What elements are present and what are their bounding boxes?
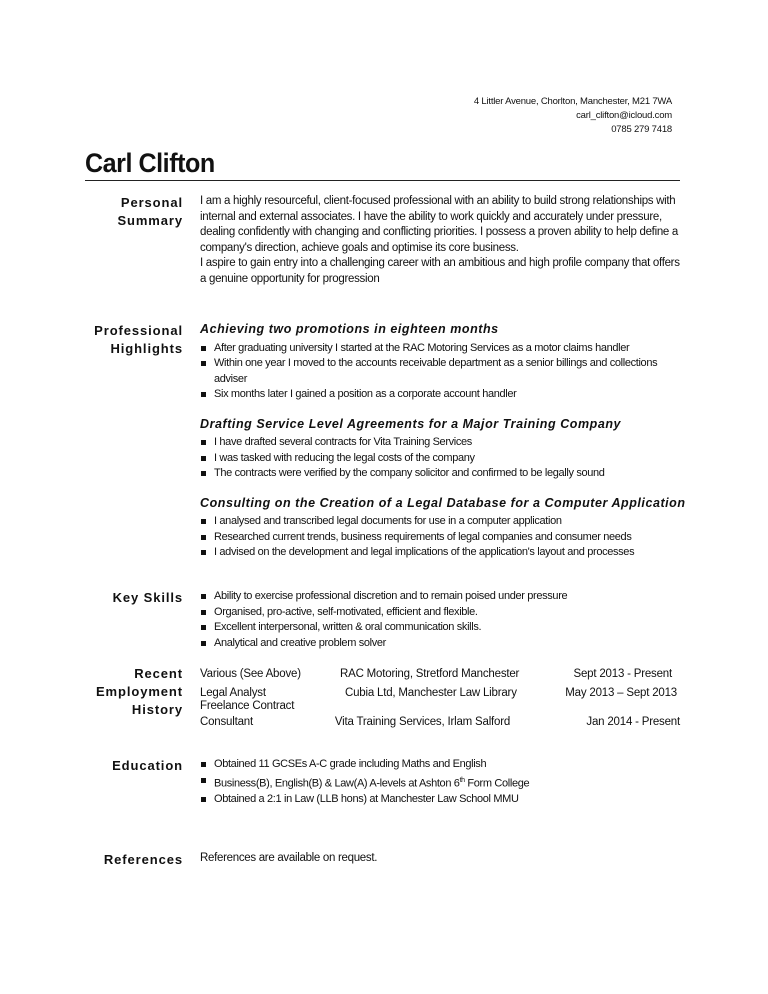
label-line: Education (112, 758, 183, 773)
education-list (200, 757, 680, 807)
education-label (85, 757, 183, 775)
list-item: Ability to exercise professional discretion and to remain poised under pressure (200, 589, 680, 605)
highlight-heading: Consulting on the Creation of a Legal Database for a Computer Application (200, 495, 686, 510)
label-line: Employment (95, 684, 183, 699)
job-role: Various (See Above) (200, 668, 301, 680)
job-dates: May 2013 – Sept 2013 (565, 687, 677, 699)
education-text: Form College (464, 777, 530, 790)
list-item: Excellent interpersonal, written & oral communication skills. (200, 620, 680, 636)
list-item: Analytical and creative problem solver (200, 636, 680, 652)
highlight-block (200, 417, 680, 482)
list-item: I analysed and transcribed legal documents for use in a computer application (200, 514, 680, 530)
label-line: References (103, 852, 183, 867)
job-dates: Jan 2014 - Present (586, 715, 680, 728)
highlight-block (200, 495, 686, 561)
job-role: Legal Analyst (200, 687, 266, 699)
list-item: The contracts were verified by the company solicitor and confirmed to be legally sound (200, 466, 680, 482)
employment-label (85, 665, 183, 719)
highlight-list (200, 514, 680, 561)
label-line: Summary (117, 213, 183, 228)
list-item (200, 773, 680, 792)
label-line: History (131, 702, 183, 717)
label-line: Professional (94, 323, 183, 338)
employment-row (200, 699, 680, 730)
label-line: Highlights (110, 341, 183, 356)
job-dates: Sept 2013 - Present (573, 668, 672, 680)
contact-details (474, 95, 672, 137)
references-content (200, 851, 680, 867)
label-line: Recent (134, 666, 183, 681)
skills-list (200, 589, 680, 651)
education-text: Business(B), English(B) & Law(A) A-levels at Ashton 6 (214, 777, 460, 790)
candidate-name: Carl Clifton (85, 148, 215, 178)
header-divider (85, 180, 680, 181)
job-company: Cubia Ltd, Manchester Law Library (345, 687, 517, 699)
list-item: Obtained 11 GCSEs A-C grade including Maths and English (200, 757, 680, 773)
highlight-block (200, 322, 680, 403)
personal-summary-label (85, 194, 183, 230)
references-text: References are available on request. (200, 852, 378, 864)
employment-row (200, 665, 680, 684)
list-item: Six months later I gained a position as a corporate account handler (200, 387, 680, 403)
list-item: Researched current trends, business requirements of legal companies and consumer needs (200, 530, 680, 546)
job-company: RAC Motoring, Stretford Manchester (340, 668, 520, 680)
address: 4 Littler Avenue, Chorlton, Manchester, M21 7WA (473, 96, 672, 107)
job-company: Vita Training Services, Irlam Salford (334, 715, 511, 728)
summary-paragraph: I aspire to gain entry into a challenging career with an ambitious and high profile company that offers a genuine opportunity for progression (200, 257, 680, 285)
education-content (200, 757, 680, 807)
list-item: I was tasked with reducing the legal costs of the company (200, 451, 680, 467)
professional-highlights-label (85, 322, 183, 358)
list-item: After graduating university I started at the RAC Motoring Services as a motor claims handler (200, 341, 680, 357)
ordinal-suffix: th (459, 776, 465, 784)
key-skills-label (85, 589, 183, 607)
list-item: I advised on the development and legal implications of the application's layout and processes (200, 545, 680, 561)
highlight-list (200, 341, 680, 403)
list-item: I have drafted several contracts for Vita Training Services (200, 435, 680, 451)
highlight-heading: Achieving two promotions in eighteen months (200, 322, 499, 336)
references-label (85, 851, 183, 869)
email: carl_clifton@icloud.com (576, 110, 672, 121)
label-line: Key Skills (112, 590, 183, 605)
job-role: Freelance Contract Consultant (200, 700, 295, 728)
phone: 0785 279 7418 (611, 124, 672, 135)
employment-content (200, 665, 680, 730)
list-item: Within one year I moved to the accounts receivable department as a senior billings and collections adviser (200, 356, 680, 387)
summary-paragraph: I am a highly resourceful, client-focused professional with an ability to build strong relationships with internal and external associates. I have the ability to work quickly and accurately under pressure, dealing confidently with changing and conflicting priorities. I possess a proven ability to help define a company's direction, achieve goals and optimise its core business. (200, 195, 679, 254)
list-item: Obtained a 2:1 in Law (LLB hons) at Manchester Law School MMU (200, 792, 680, 808)
professional-highlights-content (200, 322, 686, 575)
highlight-heading: Drafting Service Level Agreements for a Major Training Company (200, 416, 622, 431)
key-skills-content (200, 589, 680, 651)
label-line: Personal (120, 195, 183, 210)
highlight-list (200, 435, 680, 482)
personal-summary-content (200, 194, 680, 287)
list-item: Organised, pro-active, self-motivated, efficient and flexible. (200, 605, 680, 621)
